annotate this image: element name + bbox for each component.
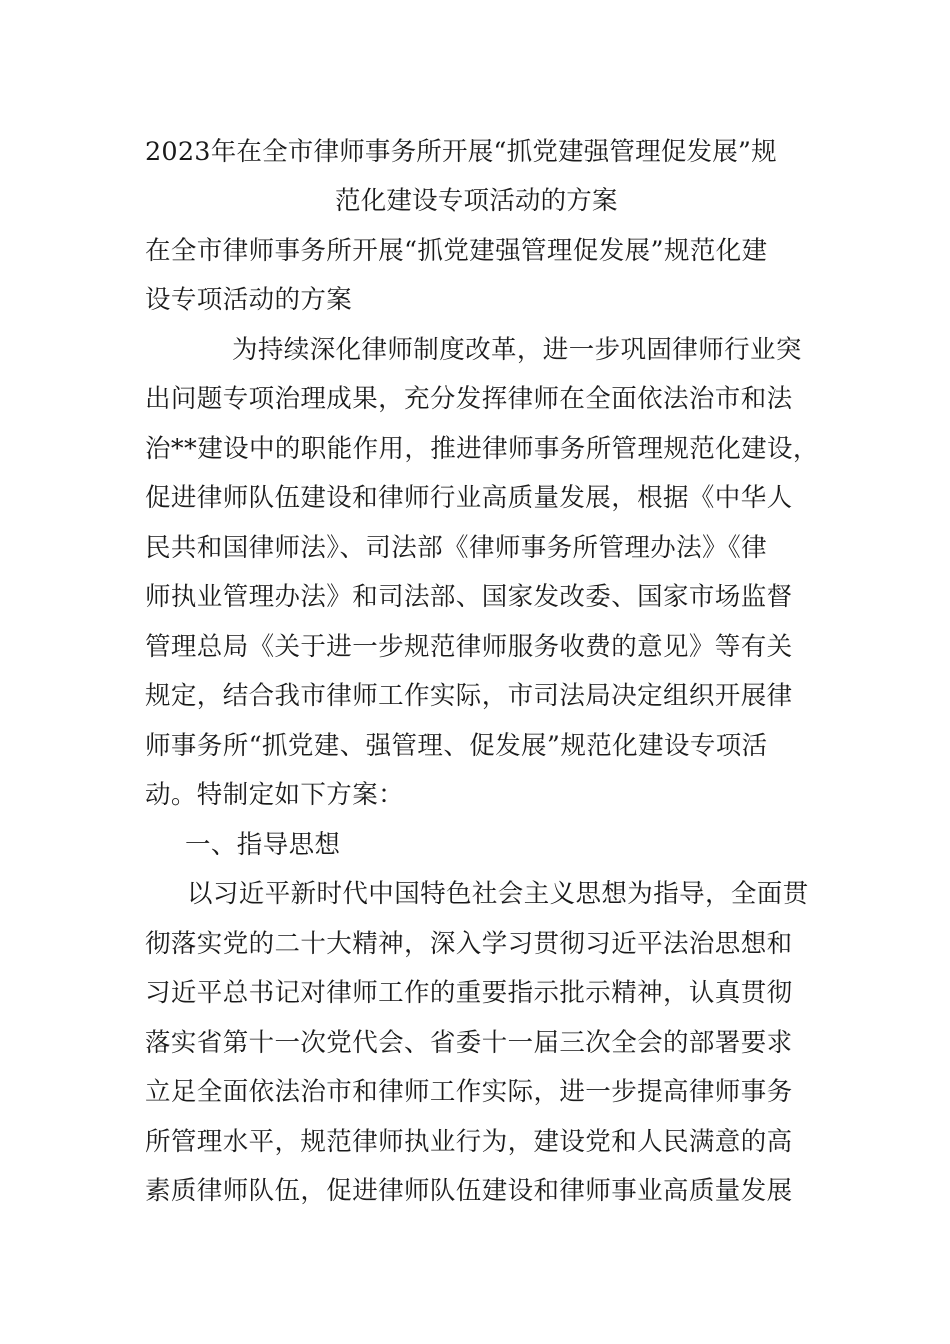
section1-paragraph-line: 以习近平新时代中国特色社会主义思想为指导，全面贯 <box>187 879 809 909</box>
intro-paragraph-line: 民共和国律师法》、司法部《律师事务所管理办法》《律 <box>145 533 768 563</box>
intro-paragraph-line: 促进律师队伍建设和律师行业高质量发展，根据《中华人 <box>145 483 793 513</box>
intro-paragraph-line: 管理总局《关于进一步规范律师服务收费的意见》等有关 <box>145 632 793 662</box>
section1-paragraph-line: 素质律师队伍，促进律师队伍建设和律师事业高质量发展 <box>145 1176 793 1206</box>
document-title-line-2: 范化建设专项活动的方案 <box>335 186 618 216</box>
intro-paragraph-line: 为持续深化律师制度改革，进一步巩固律师行业突 <box>232 335 802 365</box>
document-subtitle-line-2: 设专项活动的方案 <box>145 285 353 315</box>
section-heading-guiding-ideology: 一、指导思想 <box>185 830 341 860</box>
intro-paragraph-line: 治**建设中的职能作用，推进律师事务所管理规范化建设， <box>145 434 819 464</box>
section1-paragraph-line: 彻落实党的二十大精神，深入学习贯彻习近平法治思想和 <box>145 929 793 959</box>
document-title-line-1: 2023年在全市律师事务所开展“抓党建强管理促发展”规 <box>145 137 777 167</box>
section1-paragraph-line: 立足全面依法治市和律师工作实际，进一步提高律师事务 <box>145 1077 793 1107</box>
document-subtitle-line-1: 在全市律师事务所开展“抓党建强管理促发展”规范化建 <box>145 236 768 266</box>
intro-paragraph-line: 动。特制定如下方案： <box>145 780 405 810</box>
section1-paragraph-line: 所管理水平，规范律师执业行为，建设党和人民满意的高 <box>145 1127 793 1157</box>
section1-paragraph-line: 落实省第十一次党代会、省委十一届三次全会的部署要求 <box>145 1028 793 1058</box>
intro-paragraph-line: 出问题专项治理成果，充分发挥律师在全面依法治市和法 <box>145 384 793 414</box>
intro-paragraph-line: 规定，结合我市律师工作实际，市司法局决定组织开展律 <box>145 681 793 711</box>
intro-paragraph-line: 师事务所“抓党建、强管理、促发展”规范化建设专项活 <box>145 731 768 761</box>
intro-paragraph-line: 师执业管理办法》和司法部、国家发改委、国家市场监督 <box>145 582 793 612</box>
section1-paragraph-line: 习近平总书记对律师工作的重要指示批示精神，认真贯彻 <box>145 978 793 1008</box>
